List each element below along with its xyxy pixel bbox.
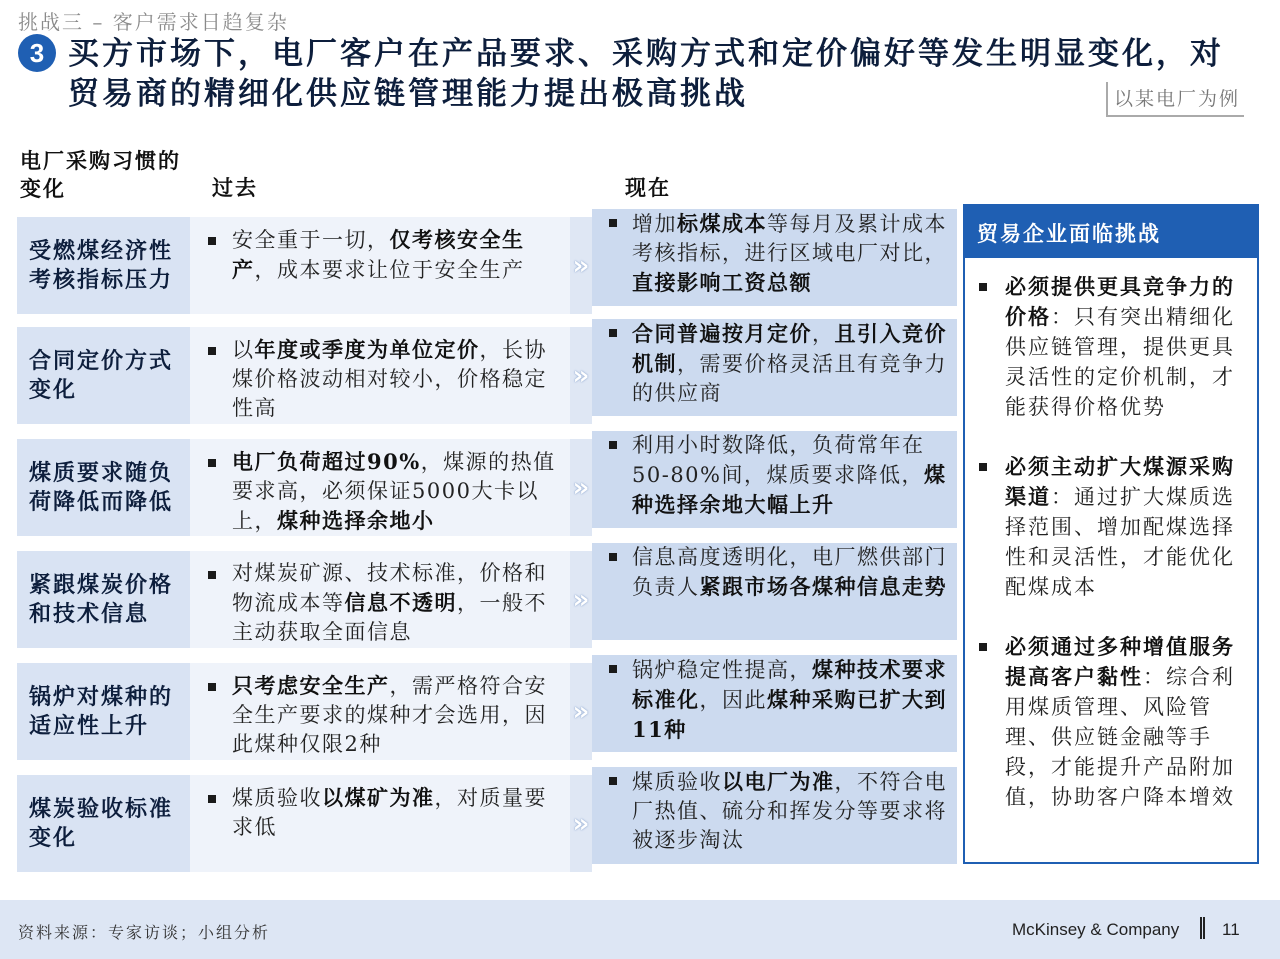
table-row (17, 211, 957, 314)
challenge-item (965, 272, 1257, 422)
bullet-icon (208, 571, 216, 579)
page-number: 11 (1222, 920, 1240, 939)
text: ：综合利用煤质管理、风险管理、供应链金融等手段，才能提升产品附加值，协助客户降本增效 (1005, 665, 1235, 809)
bullet-icon (609, 777, 617, 785)
row-label: 受燃煤经济性考核指标压力 (17, 217, 190, 314)
text: ，煤源的热值要求高，必须保证5000大卡以上， (232, 450, 556, 533)
now-cell (592, 543, 957, 640)
bold-text: 仅考核安全生产 (232, 227, 525, 282)
bullet-icon (208, 683, 216, 691)
bullet-icon (609, 665, 617, 673)
divider-icon (1200, 917, 1205, 939)
header-habit: 电厂采购习惯的变化 (20, 148, 181, 201)
now-cell (592, 209, 957, 306)
chevron-right-icon: » (570, 439, 592, 536)
now-cell (592, 431, 957, 528)
bold-text: 信息不透明 (344, 590, 457, 615)
text: 以 (232, 338, 255, 362)
bullet-icon (979, 283, 987, 291)
tracker-title: 挑战三 – 客户需求日趋复杂 (18, 10, 289, 34)
chevron-right-icon: » (570, 775, 592, 872)
brand-name: McKinsey & Company (1012, 920, 1180, 939)
now-cell (592, 655, 957, 752)
bold-text: 煤种选择余地小 (277, 508, 435, 533)
chevron-right-icon: » (570, 551, 592, 648)
title-line-1: 买方市场下，电厂客户在产品要求、采购方式和定价偏好等发生明显变化，对 (68, 36, 1224, 72)
text: ：只有突出精细化供应链管理，提供更具灵活性的定价机制，才能获得价格优势 (1005, 305, 1235, 419)
challenge-title: 贸易企业面临挑战 (965, 206, 1257, 258)
bold-text: 必须通过多种增值服务提高客户黏性 (1005, 634, 1235, 689)
bold-text: 煤种选择余地大幅上升 (632, 462, 947, 517)
challenge-item (965, 632, 1257, 812)
text: 利用小时数降低，负荷常年在50-80%间，煤质要求降低， (632, 433, 925, 487)
row-label: 煤质要求随负荷降低而降低 (17, 439, 190, 536)
page-title (68, 34, 1258, 114)
bold-text: 只考虑安全生产 (232, 673, 390, 698)
bold-text: 以电厂为准 (722, 769, 835, 794)
bullet-icon (609, 553, 617, 561)
row-label: 合同定价方式变化 (17, 327, 190, 424)
text: 煤质验收 (632, 770, 722, 794)
text: ，对质量要求低 (232, 786, 547, 839)
chevron-right-icon: » (570, 217, 592, 314)
table-row (17, 321, 957, 424)
bullet-icon (609, 219, 617, 227)
text: ， (812, 322, 835, 346)
past-cell (190, 217, 570, 314)
bold-text: 必须提供更具竞争力的价格 (1005, 274, 1235, 329)
chevron-right-icon: » (570, 327, 592, 424)
bold-text: 紧跟市场各煤种信息走势 (699, 574, 947, 599)
row-label: 紧跟煤炭价格和技术信息 (17, 551, 190, 648)
challenge-item (965, 452, 1257, 602)
bold-text: 煤种采购已扩大到11种 (632, 687, 947, 742)
bullet-icon (979, 463, 987, 471)
footer (0, 900, 1280, 959)
bold-text: 且引入竞价机制 (632, 321, 947, 376)
row-label: 煤炭验收标准变化 (17, 775, 190, 872)
text: 增加 (632, 212, 677, 236)
now-cell (592, 767, 957, 864)
bullet-icon (208, 795, 216, 803)
source-note: 资料来源：专家访谈；小组分析 (18, 923, 271, 942)
past-cell (190, 775, 570, 872)
past-cell (190, 327, 570, 424)
bullet-icon (979, 643, 987, 651)
text: 安全重于一切， (232, 228, 390, 252)
bold-text: 电厂负荷超过90% (232, 449, 421, 474)
past-cell (190, 439, 570, 536)
header-now: 现在 (625, 175, 671, 200)
table-row (17, 769, 957, 872)
bullet-icon (208, 459, 216, 467)
bold-text: 标煤成本 (677, 211, 767, 236)
bold-text: 煤种技术要求标准化 (632, 657, 947, 712)
bullet-icon (208, 347, 216, 355)
bold-text: 年度或季度为单位定价 (254, 337, 480, 362)
title-line-2: 贸易商的精细化供应链管理能力提出极高挑战 (68, 76, 748, 112)
text: ：通过扩大煤质选择范围、增加配煤选择性和灵活性，才能优化配煤成本 (1005, 485, 1235, 599)
text: ，一般不主动获取全面信息 (232, 591, 547, 644)
chevron-right-icon: » (570, 663, 592, 760)
bold-text: 直接影响工资总额 (632, 270, 812, 295)
past-cell (190, 551, 570, 648)
section-number-badge: 3 (18, 34, 56, 72)
challenge-list (965, 272, 1257, 812)
text: 煤质验收 (232, 786, 322, 810)
bullet-icon (609, 329, 617, 337)
text: 等每月及累计成本考核指标，进行区域电厂对比， (632, 212, 947, 265)
bold-text: 合同普遍按月定价 (632, 321, 812, 346)
text: 锅炉稳定性提高， (632, 658, 812, 682)
text: ，不符合电厂热值、硫分和挥发分等要求将被逐步淘汰 (632, 770, 947, 852)
text: ，成本要求让位于安全生产 (254, 258, 525, 282)
text: ，长协煤价格波动相对较小，价格稳定性高 (232, 338, 547, 420)
text: ，需严格符合安全生产要求的煤种才会选用，因此煤种仅限2种 (232, 674, 547, 756)
table-row (17, 545, 957, 648)
text: 对煤炭矿源、技术标准，价格和物流成本等 (232, 561, 547, 615)
example-tag: 以某电厂为例 (1106, 82, 1244, 117)
challenge-panel (963, 204, 1259, 864)
text: 信息高度透明化，电厂燃供部门负责人 (632, 545, 947, 599)
bold-text: 必须主动扩大煤源采购渠道 (1005, 454, 1235, 509)
now-cell (592, 319, 957, 416)
row-label: 锅炉对煤种的适应性上升 (17, 663, 190, 760)
bullet-icon (208, 237, 216, 245)
table-row (17, 433, 957, 536)
table-row (17, 657, 957, 760)
bold-text: 以煤矿为准 (322, 785, 435, 810)
text: ，需要价格灵活且有竞争力的供应商 (632, 352, 947, 405)
header-past: 过去 (212, 175, 258, 200)
bullet-icon (609, 441, 617, 449)
past-cell (190, 663, 570, 760)
text: ，因此 (699, 688, 767, 712)
